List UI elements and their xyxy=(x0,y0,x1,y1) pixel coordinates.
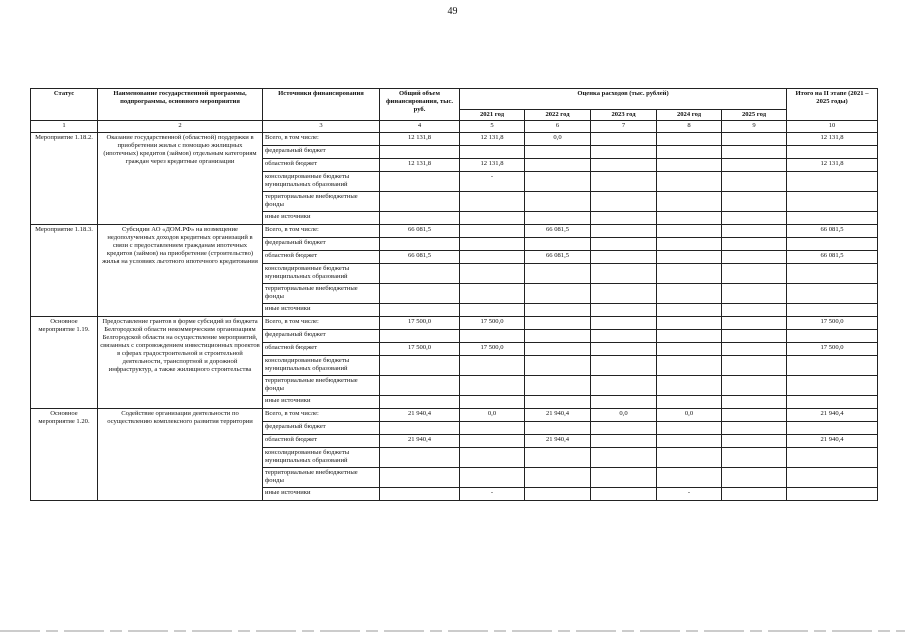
source-label: иные источники xyxy=(263,396,380,409)
value-cell xyxy=(722,251,787,264)
value-cell: 66 081,5 xyxy=(380,251,460,264)
value-cell: 66 081,5 xyxy=(380,225,460,238)
value-cell xyxy=(525,343,591,356)
value-cell xyxy=(460,435,525,448)
value-cell xyxy=(525,317,591,330)
value-cell: 12 131,8 xyxy=(380,133,460,146)
value-cell xyxy=(722,304,787,317)
value-cell xyxy=(722,343,787,356)
header-stage-total: Итого на II этапе (2021 – 2025 годы) xyxy=(787,89,878,121)
value-cell xyxy=(591,264,657,284)
value-cell xyxy=(657,435,722,448)
header-estimate: Оценка расходов (тыс. рублей) xyxy=(460,89,787,110)
source-label: иные источники xyxy=(263,488,380,501)
value-cell xyxy=(525,212,591,225)
source-label: территориальные внебюджетные фонды xyxy=(263,284,380,304)
value-cell xyxy=(460,264,525,284)
value-cell xyxy=(657,317,722,330)
value-cell xyxy=(722,376,787,396)
value-cell xyxy=(787,238,878,251)
value-cell: 0,0 xyxy=(591,409,657,422)
value-cell xyxy=(460,376,525,396)
value-cell xyxy=(722,356,787,376)
value-cell xyxy=(380,192,460,212)
value-cell: 21 940,4 xyxy=(787,435,878,448)
value-cell: 12 131,8 xyxy=(787,159,878,172)
source-label: федеральный бюджет xyxy=(263,238,380,251)
table-row xyxy=(31,133,878,146)
col-number: 10 xyxy=(787,121,878,133)
source-label: Всего, в том числе: xyxy=(263,225,380,238)
value-cell xyxy=(787,448,878,468)
page-number: 49 xyxy=(447,6,458,17)
value-cell xyxy=(460,146,525,159)
value-cell: 17 500,0 xyxy=(787,317,878,330)
value-cell: 17 500,0 xyxy=(460,343,525,356)
value-cell xyxy=(722,192,787,212)
value-cell xyxy=(657,468,722,488)
value-cell xyxy=(722,133,787,146)
col-number: 7 xyxy=(591,121,657,133)
value-cell xyxy=(591,238,657,251)
value-cell xyxy=(591,304,657,317)
value-cell xyxy=(591,396,657,409)
table-row xyxy=(31,409,878,422)
value-cell xyxy=(657,343,722,356)
value-cell xyxy=(722,435,787,448)
value-cell xyxy=(460,192,525,212)
value-cell: 21 940,4 xyxy=(380,409,460,422)
value-cell xyxy=(525,376,591,396)
value-cell xyxy=(591,343,657,356)
row-status: Основное мероприятие 1.19. xyxy=(31,317,98,409)
value-cell xyxy=(460,396,525,409)
source-label: областной бюджет xyxy=(263,251,380,264)
value-cell xyxy=(591,356,657,376)
source-label: областной бюджет xyxy=(263,343,380,356)
value-cell xyxy=(525,304,591,317)
value-cell xyxy=(591,133,657,146)
value-cell: 17 500,0 xyxy=(380,343,460,356)
value-cell xyxy=(380,356,460,376)
value-cell xyxy=(460,448,525,468)
col-number: 8 xyxy=(657,121,722,133)
row-description: Содействие организации деятельности по осуществлению комплексного развития территории xyxy=(98,409,263,501)
value-cell xyxy=(591,317,657,330)
value-cell xyxy=(722,330,787,343)
value-cell xyxy=(787,396,878,409)
value-cell xyxy=(657,264,722,284)
value-cell xyxy=(657,448,722,468)
row-status: Мероприятие 1.18.3. xyxy=(31,225,98,317)
col-number: 1 xyxy=(31,121,98,133)
value-cell: 21 940,4 xyxy=(787,409,878,422)
col-number: 4 xyxy=(380,121,460,133)
value-cell: - xyxy=(460,172,525,192)
value-cell xyxy=(591,172,657,192)
value-cell xyxy=(657,284,722,304)
source-label: консолидированные бюджеты муниципальных образований xyxy=(263,172,380,192)
header-year: 2021 год xyxy=(460,110,525,121)
value-cell xyxy=(525,264,591,284)
header-year: 2024 год xyxy=(657,110,722,121)
value-cell xyxy=(591,422,657,435)
value-cell: 0,0 xyxy=(460,409,525,422)
value-cell: 17 500,0 xyxy=(380,317,460,330)
value-cell xyxy=(525,172,591,192)
value-cell: 66 081,5 xyxy=(525,225,591,238)
value-cell xyxy=(591,488,657,501)
value-cell xyxy=(380,264,460,284)
value-cell xyxy=(460,212,525,225)
value-cell xyxy=(657,356,722,376)
value-cell xyxy=(722,264,787,284)
value-cell: 66 081,5 xyxy=(787,225,878,238)
header-status: Статус xyxy=(31,89,98,121)
value-cell: 12 131,8 xyxy=(460,159,525,172)
row-description: Предоставление грантов в форме субсидий из бюджета Белгородской области некоммерческим организациям Белгородской области на осуществление мероприятий, связанных с сопровождением инвестиционных проектов в сферах градостроительной и строительной деятельности, транспортной и дорожной инфраструктур, а также жилищного строительства xyxy=(98,317,263,409)
col-number: 6 xyxy=(525,121,591,133)
value-cell xyxy=(380,172,460,192)
scan-edge-line xyxy=(0,630,905,632)
value-cell xyxy=(380,304,460,317)
header-year: 2022 год xyxy=(525,110,591,121)
header-year: 2025 год xyxy=(722,110,787,121)
value-cell xyxy=(657,396,722,409)
value-cell xyxy=(657,238,722,251)
value-cell xyxy=(787,330,878,343)
value-cell xyxy=(591,330,657,343)
table-row xyxy=(31,317,878,330)
source-label: консолидированные бюджеты муниципальных образований xyxy=(263,448,380,468)
value-cell xyxy=(525,284,591,304)
value-cell: 21 940,4 xyxy=(525,435,591,448)
value-cell: 0,0 xyxy=(657,409,722,422)
source-label: территориальные внебюджетные фонды xyxy=(263,192,380,212)
value-cell xyxy=(525,146,591,159)
value-cell xyxy=(591,448,657,468)
value-cell xyxy=(787,264,878,284)
value-cell xyxy=(722,159,787,172)
source-label: федеральный бюджет xyxy=(263,422,380,435)
col-number: 5 xyxy=(460,121,525,133)
source-label: областной бюджет xyxy=(263,435,380,448)
value-cell xyxy=(657,133,722,146)
value-cell: 12 131,8 xyxy=(787,133,878,146)
value-cell xyxy=(722,225,787,238)
value-cell xyxy=(591,376,657,396)
value-cell: 66 081,5 xyxy=(525,251,591,264)
value-cell xyxy=(722,238,787,251)
value-cell xyxy=(525,159,591,172)
value-cell xyxy=(722,317,787,330)
value-cell xyxy=(722,146,787,159)
row-description: Оказание государственной (областной) поддержки в приобретении жилья с помощью жилищных (ипотечных) кредитов (займов) отдельным категориям граждан через кредитные организации xyxy=(98,133,263,225)
value-cell xyxy=(525,330,591,343)
value-cell xyxy=(460,356,525,376)
value-cell xyxy=(460,251,525,264)
value-cell xyxy=(657,212,722,225)
value-cell xyxy=(525,238,591,251)
value-cell xyxy=(591,192,657,212)
value-cell xyxy=(722,448,787,468)
value-cell xyxy=(787,212,878,225)
value-cell xyxy=(591,435,657,448)
value-cell xyxy=(722,212,787,225)
col-number: 3 xyxy=(263,121,380,133)
value-cell xyxy=(591,146,657,159)
value-cell xyxy=(525,192,591,212)
value-cell xyxy=(787,376,878,396)
row-status: Мероприятие 1.18.2. xyxy=(31,133,98,225)
value-cell xyxy=(722,396,787,409)
row-description: Субсидии АО «ДОМ.РФ» на возмещение недополученных доходов кредитных организаций в связи с предоставлением гражданам ипотечных кредитов (займов) на приобретение (строительство) жилья на условиях льготного ипотечного кредитования xyxy=(98,225,263,317)
value-cell xyxy=(657,192,722,212)
source-label: иные источники xyxy=(263,304,380,317)
value-cell xyxy=(591,468,657,488)
value-cell xyxy=(380,448,460,468)
value-cell xyxy=(657,304,722,317)
value-cell xyxy=(657,251,722,264)
source-label: областной бюджет xyxy=(263,159,380,172)
value-cell xyxy=(657,146,722,159)
value-cell xyxy=(591,225,657,238)
value-cell xyxy=(591,251,657,264)
source-label: территориальные внебюджетные фонды xyxy=(263,468,380,488)
value-cell xyxy=(657,330,722,343)
table-row xyxy=(31,225,878,238)
value-cell xyxy=(460,225,525,238)
value-cell xyxy=(722,409,787,422)
source-label: федеральный бюджет xyxy=(263,146,380,159)
value-cell xyxy=(460,284,525,304)
row-status: Основное мероприятие 1.20. xyxy=(31,409,98,501)
value-cell: 12 131,8 xyxy=(380,159,460,172)
value-cell xyxy=(787,192,878,212)
value-cell xyxy=(525,356,591,376)
source-label: Всего, в том числе: xyxy=(263,317,380,330)
value-cell xyxy=(657,225,722,238)
value-cell xyxy=(525,468,591,488)
value-cell: - xyxy=(460,488,525,501)
value-cell xyxy=(787,284,878,304)
col-number: 2 xyxy=(98,121,263,133)
source-label: территориальные внебюджетные фонды xyxy=(263,376,380,396)
source-label: консолидированные бюджеты муниципальных образований xyxy=(263,264,380,284)
value-cell xyxy=(657,422,722,435)
value-cell: - xyxy=(657,488,722,501)
value-cell xyxy=(722,422,787,435)
value-cell xyxy=(657,172,722,192)
value-cell xyxy=(722,284,787,304)
source-label: консолидированные бюджеты муниципальных образований xyxy=(263,356,380,376)
value-cell: 21 940,4 xyxy=(525,409,591,422)
source-label: Всего, в том числе: xyxy=(263,133,380,146)
value-cell xyxy=(460,238,525,251)
value-cell xyxy=(591,284,657,304)
value-cell: 0,0 xyxy=(525,133,591,146)
value-cell xyxy=(525,488,591,501)
value-cell: 17 500,0 xyxy=(460,317,525,330)
header-name: Наименование государственной программы, подпрограммы, основного мероприятия xyxy=(98,89,263,121)
value-cell xyxy=(657,159,722,172)
value-cell xyxy=(460,304,525,317)
value-cell xyxy=(380,422,460,435)
value-cell: 66 081,5 xyxy=(787,251,878,264)
source-label: Всего, в том числе: xyxy=(263,409,380,422)
value-cell xyxy=(787,146,878,159)
value-cell xyxy=(525,422,591,435)
value-cell xyxy=(591,159,657,172)
value-cell xyxy=(525,448,591,468)
value-cell xyxy=(380,212,460,225)
value-cell xyxy=(657,376,722,396)
value-cell: 12 131,8 xyxy=(460,133,525,146)
value-cell xyxy=(380,468,460,488)
header-sources: Источники финансирования xyxy=(263,89,380,121)
value-cell xyxy=(380,146,460,159)
value-cell xyxy=(787,172,878,192)
source-label: федеральный бюджет xyxy=(263,330,380,343)
value-cell xyxy=(722,468,787,488)
value-cell: 17 500,0 xyxy=(787,343,878,356)
col-number: 9 xyxy=(722,121,787,133)
value-cell xyxy=(380,396,460,409)
value-cell xyxy=(787,356,878,376)
value-cell xyxy=(460,422,525,435)
value-cell xyxy=(460,330,525,343)
value-cell xyxy=(525,396,591,409)
value-cell xyxy=(787,468,878,488)
value-cell xyxy=(380,330,460,343)
value-cell xyxy=(787,422,878,435)
value-cell xyxy=(460,468,525,488)
financing-table xyxy=(30,88,878,501)
value-cell xyxy=(787,304,878,317)
value-cell xyxy=(380,284,460,304)
value-cell: 21 940,4 xyxy=(380,435,460,448)
value-cell xyxy=(380,376,460,396)
value-cell xyxy=(722,172,787,192)
source-label: иные источники xyxy=(263,212,380,225)
header-year: 2023 год xyxy=(591,110,657,121)
header-total: Общий объем финансирования, тыс. руб. xyxy=(380,89,460,121)
value-cell xyxy=(380,488,460,501)
value-cell xyxy=(380,238,460,251)
value-cell xyxy=(591,212,657,225)
value-cell xyxy=(787,488,878,501)
value-cell xyxy=(722,488,787,501)
